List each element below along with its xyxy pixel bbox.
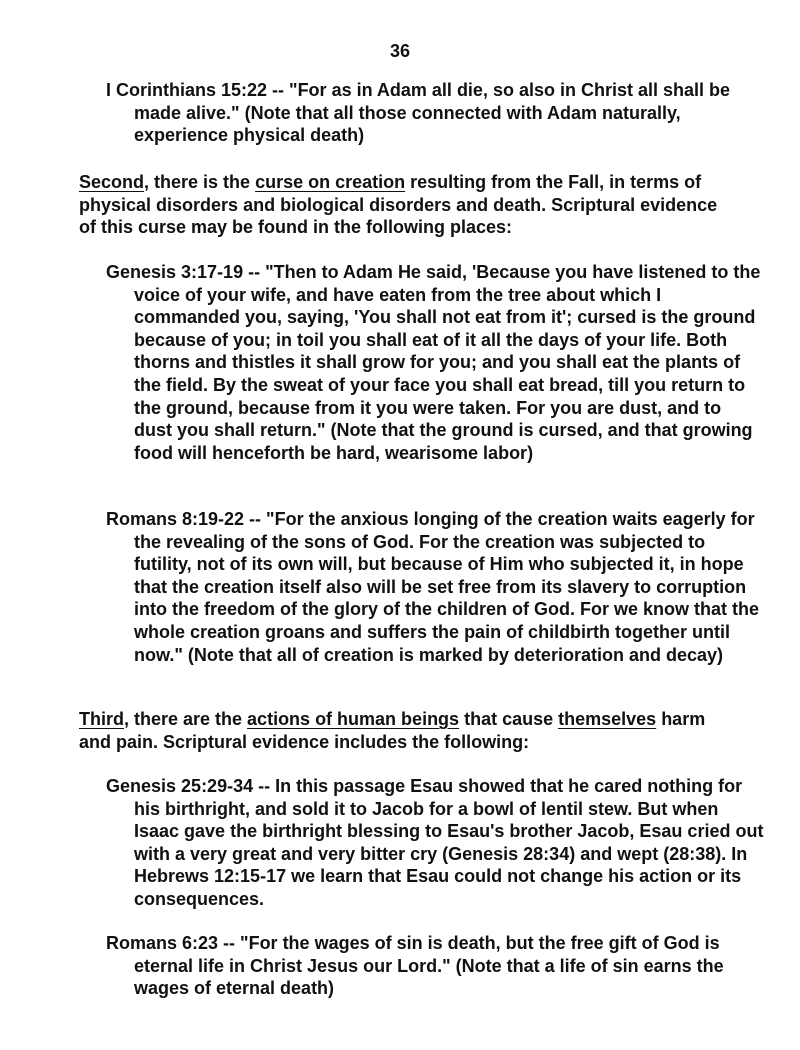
paragraph-text: , there are the xyxy=(124,709,248,729)
quote-romans-6-23: Romans 6:23 -- "For the wages of sin is death, but the free gift of God is eternal life in Christ Jesus our Lord." (Note that a life of sin earns the wages of eternal death) xyxy=(106,933,724,999)
quote-romans-8-19-22: Romans 8:19-22 -- "For the anxious longing of the creation waits eagerly for the revealing of the sons of God. For the creation was subjected to futility, not of its own will, but because of Him who subjected it, in hope that the creation itself also will be set free from its slavery to corruption into the freedom of the glory of the children of God. For we know that the whole creation groans and suffers the pain of childbirth together until now." (Note that all of creation is marked by deterioration and decay) xyxy=(106,509,759,665)
underlined-phrase: curse on creation xyxy=(255,172,406,192)
page-number: 36 xyxy=(389,41,411,61)
paragraph-text: resulting from the Fall, in terms of physical disorders and biological disorders and death. Scriptural evidence of this curse may be found in the following places: xyxy=(79,172,718,238)
paragraph-text: , there is the xyxy=(144,172,256,192)
paragraph-second xyxy=(79,171,739,239)
quote-genesis-25-29-34: Genesis 25:29-34 -- In this passage Esau showed that he cared nothing for his birthright, and sold it to Jacob for a bowl of lentil stew. But when Isaac gave the birthright blessing to Esau's brother Jacob, Esau cried out with a very great and very bitter cry (Genesis 28:34) and wept (28:38). In Hebrews 12:15-17 we learn that Esau could not change his action or its consequences. xyxy=(106,776,764,909)
underlined-phrase: actions of human beings xyxy=(247,709,460,729)
paragraph-text: harm and pain. Scriptural evidence includes the following: xyxy=(79,709,706,752)
heading-third: Third xyxy=(79,709,124,729)
paragraph-text: that cause xyxy=(459,709,559,729)
heading-second: Second xyxy=(79,172,145,192)
paragraph-third xyxy=(79,708,739,753)
underlined-phrase: themselves xyxy=(558,709,657,729)
quote-1-corinthians-15-22: I Corinthians 15:22 -- "For as in Adam all die, so also in Christ all shall be made alive." (Note that all those connected with Adam naturally, experience physical death) xyxy=(106,80,731,146)
quote-genesis-3-17-19: Genesis 3:17-19 -- "Then to Adam He said, 'Because you have listened to the voice of your wife, and have eaten from the tree about which I commanded you, saying, 'You shall not eat from it'; cursed is the ground because of you; in toil you shall eat of it all the days of your life. Both thorns and thistles it shall grow for you; and you shall eat the plants of the field. By the sweat of your face you shall eat bread, till you return to the ground, because from it you were taken. For you are dust, and to dust you shall return." (Note that the ground is cursed, and that growing food will henceforth be hard, wearisome labor) xyxy=(106,262,761,463)
